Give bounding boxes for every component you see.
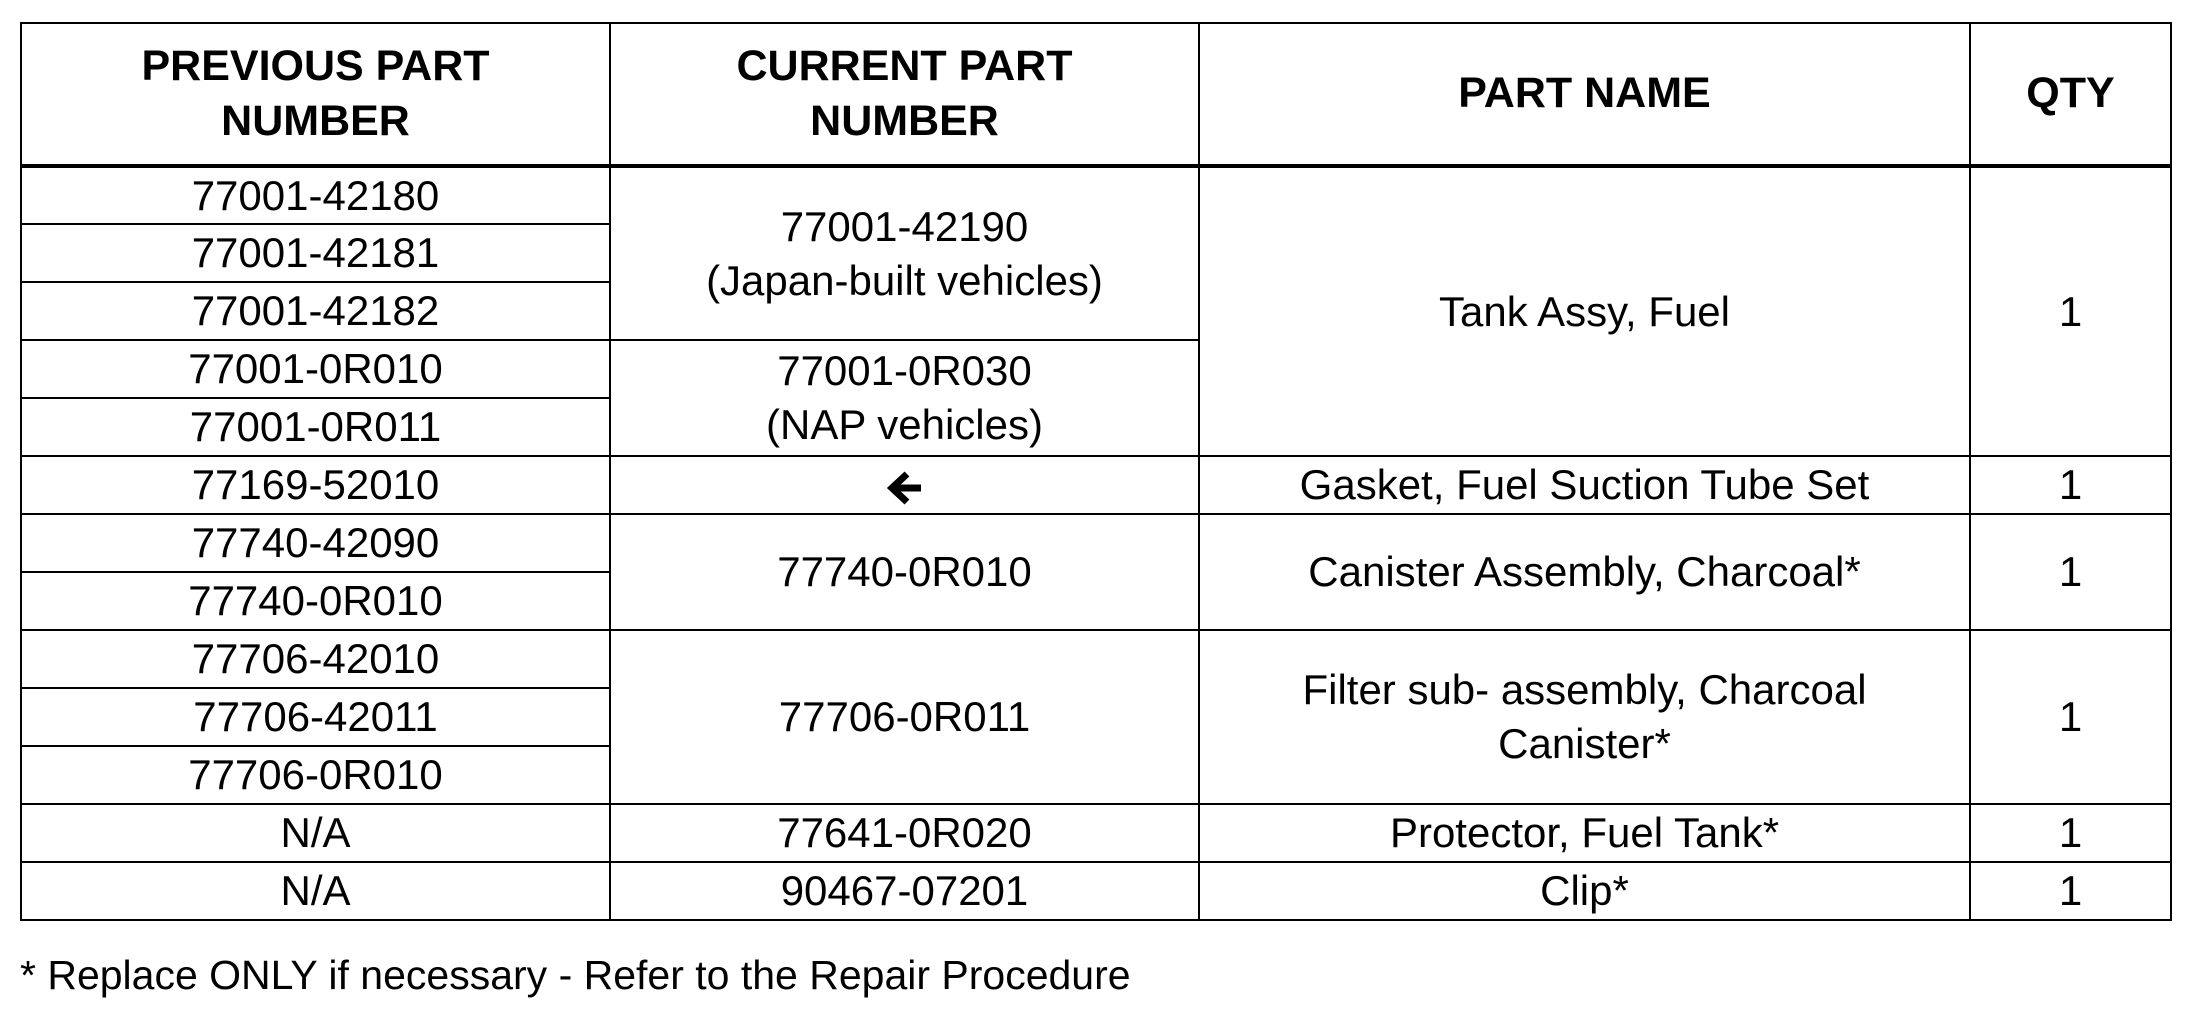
qty: 1 bbox=[1970, 862, 2171, 920]
previous-part-number: 77001-42180 bbox=[21, 166, 610, 224]
previous-part-number: 77001-42182 bbox=[21, 282, 610, 340]
previous-part-number: N/A bbox=[21, 804, 610, 862]
left-arrow-icon bbox=[885, 468, 925, 508]
previous-part-number: 77169-52010 bbox=[21, 456, 610, 514]
previous-part-number: 77706-42010 bbox=[21, 630, 610, 688]
table-row bbox=[21, 862, 2171, 920]
current-part-number: 77001-0R030 bbox=[777, 347, 1032, 395]
table-row bbox=[21, 514, 2171, 572]
table-row bbox=[21, 166, 2171, 224]
qty: 1 bbox=[1970, 804, 2171, 862]
qty: 1 bbox=[1970, 630, 2171, 804]
part-name: Clip* bbox=[1199, 862, 1970, 920]
header-part-name: PART NAME bbox=[1199, 23, 1970, 166]
current-part-number-cell bbox=[610, 456, 1199, 514]
current-part-note: (NAP vehicles) bbox=[766, 401, 1043, 448]
previous-part-number: 77740-0R010 bbox=[21, 572, 610, 630]
table-row bbox=[21, 630, 2171, 688]
previous-part-number: 77706-42011 bbox=[21, 688, 610, 746]
header-row bbox=[21, 23, 2171, 166]
previous-part-number: 77740-42090 bbox=[21, 514, 610, 572]
table-row bbox=[21, 456, 2171, 514]
current-part-number-cell bbox=[610, 340, 1199, 456]
header-qty: QTY bbox=[1970, 23, 2171, 166]
footnote: * Replace ONLY if necessary - Refer to the Repair Procedure bbox=[20, 952, 1131, 998]
current-part-number: 77641-0R020 bbox=[610, 804, 1199, 862]
current-part-number-cell bbox=[610, 166, 1199, 340]
part-name: Protector, Fuel Tank* bbox=[1199, 804, 1970, 862]
previous-part-number: N/A bbox=[21, 862, 610, 920]
previous-part-number: 77706-0R010 bbox=[21, 746, 610, 804]
qty: 1 bbox=[1970, 514, 2171, 630]
part-name: Gasket, Fuel Suction Tube Set bbox=[1199, 456, 1970, 514]
header-current-part-number: CURRENT PART NUMBER bbox=[610, 23, 1199, 166]
part-name: Filter sub- assembly, Charcoal Canister* bbox=[1199, 630, 1970, 804]
current-part-number: 90467-07201 bbox=[610, 862, 1199, 920]
part-name: Canister Assembly, Charcoal* bbox=[1199, 514, 1970, 630]
table-row bbox=[21, 804, 2171, 862]
current-part-number: 77706-0R011 bbox=[610, 630, 1199, 804]
parts-table bbox=[20, 22, 2172, 921]
current-part-note: (Japan-built vehicles) bbox=[706, 256, 1103, 304]
header-previous-part-number: PREVIOUS PART NUMBER bbox=[21, 23, 610, 166]
qty: 1 bbox=[1970, 166, 2171, 456]
qty: 1 bbox=[1970, 456, 2171, 514]
previous-part-number: 77001-42181 bbox=[21, 224, 610, 282]
current-part-number: 77740-0R010 bbox=[610, 514, 1199, 630]
previous-part-number: 77001-0R010 bbox=[21, 340, 610, 398]
part-name: Tank Assy, Fuel bbox=[1199, 166, 1970, 456]
previous-part-number: 77001-0R011 bbox=[21, 398, 610, 456]
current-part-number: 77001-42190 bbox=[780, 202, 1029, 250]
